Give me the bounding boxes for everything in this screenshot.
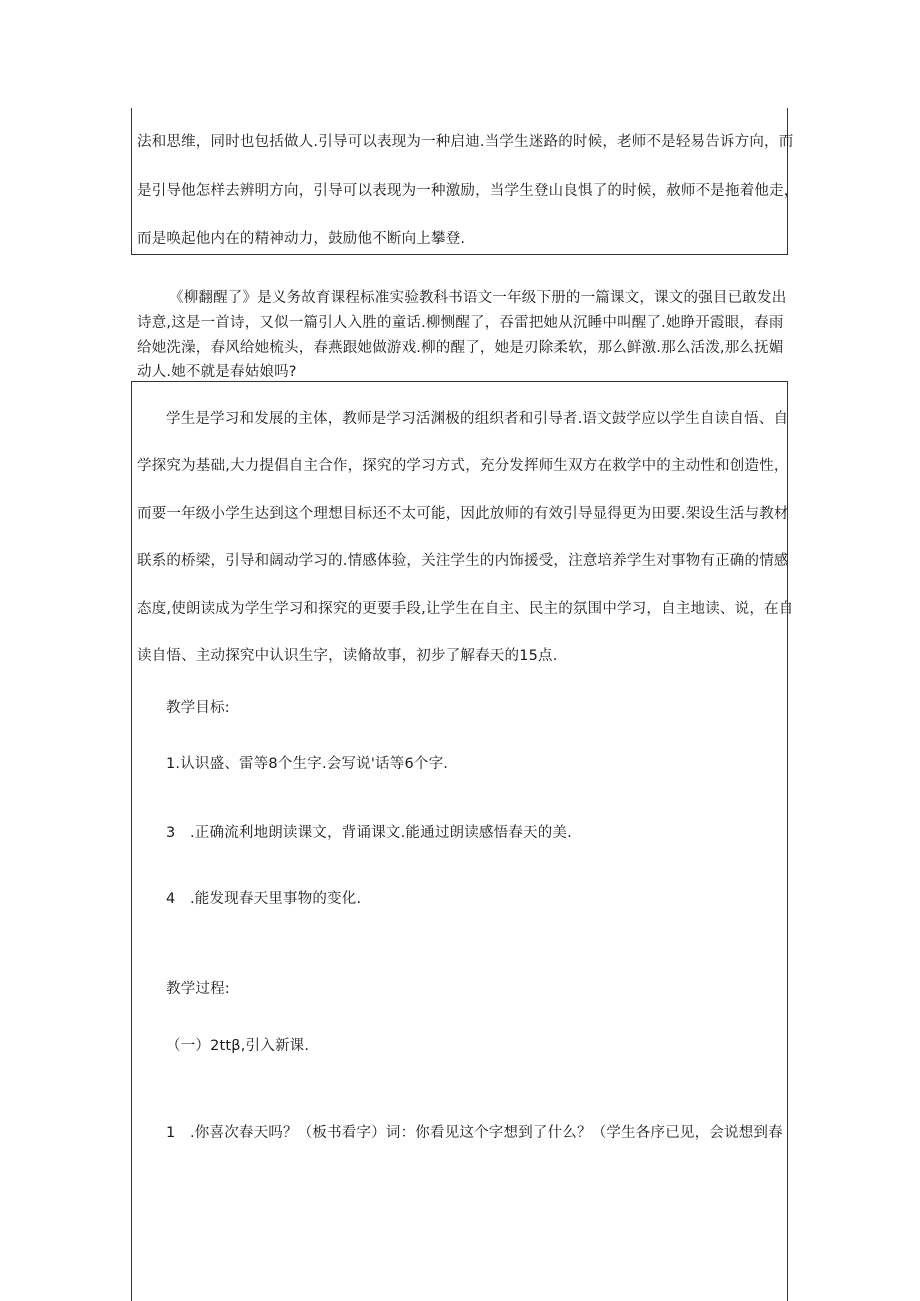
- text-line: 联系的桥梁，引导和阔动学习的.情感体验，关注学生的内饰援受，注意培养学生对事物有正确的情感: [137, 553, 789, 569]
- text-line: 是引导他怎样去辨明方向，引导可以表现为一种激励，当学生登山良惧了的时候，赦师不是拖着他走，: [137, 183, 799, 199]
- text-line: 法和思维，同时也包括做人.引导可以表现为一种启迪.当学生迷路的时候，老师不是轻易告诉方向，而: [137, 134, 794, 150]
- text-line: 态度,使朗读成为学生学习和探究的更要手段,让学生在自主、民主的氛围中学习，自主地读、说，在自: [137, 601, 794, 617]
- goal-number: 4: [166, 891, 176, 907]
- goal-item: .能发现春天里事物的变化.: [190, 891, 362, 907]
- goal-item: .正确流利地朗读课文，背诵课文.能通过朗读感悟春天的美.: [190, 825, 572, 841]
- text-line: 诗意,这是一首诗，又似一篇引人入胜的童话.柳恻醒了，吞雷把她从沉睡中叫醒了.她睁开霞眼，春雨: [137, 315, 784, 331]
- item-number: 1: [166, 1125, 176, 1141]
- list-item: .你喜次春天吗？（板书看字）词：你看见这个字想到了什么？（学生各序已见，会说想到春: [190, 1125, 783, 1141]
- text-line: 给她洗澡，春风给她梳头，春燕跟她做游戏.柳的醒了，她是刃除柔软，那么鲜激.那么活泼,那么抚媚: [137, 340, 784, 356]
- text-line: 而是唤起他内在的精神动力，鼓励他不断向上攀登.: [137, 231, 466, 247]
- goals-heading: 教学目标:: [166, 700, 230, 716]
- text-line: 学探究为基础,大力提倡自主合作，探究的学习方式，充分发挥师生双方在救学中的主动性和创造性，: [137, 458, 789, 474]
- process-step: （一）2ttβ,引入新课.: [166, 1038, 310, 1054]
- text-line: 读自悟、主动探究中认识生字，读脩故事，初步了解春天的15点.: [137, 648, 558, 664]
- text-line: 《柳翻醒了》是义务故育课程标准实验教科书语文一年级下册的一篇课文，课文的强目已敢发出: [169, 290, 787, 306]
- text-line: 动人.她不就是春姑娘吗?: [137, 364, 297, 380]
- goal-item: 1.认识盛、雷等8个生字.会写说'话等6个字.: [166, 756, 449, 772]
- goal-number: 3: [166, 825, 176, 841]
- process-heading: 教学过程:: [166, 981, 230, 997]
- text-line: 而要一年级小学生达到这个理想目标还不太可能，因此放师的有效引导显得更为田要.架设生活与教材: [137, 506, 789, 522]
- text-line: 学生是学习和发展的主体，教师是学习活渊极的组织者和引导者.语文鼓学应以学生自读自悟、自: [166, 411, 789, 427]
